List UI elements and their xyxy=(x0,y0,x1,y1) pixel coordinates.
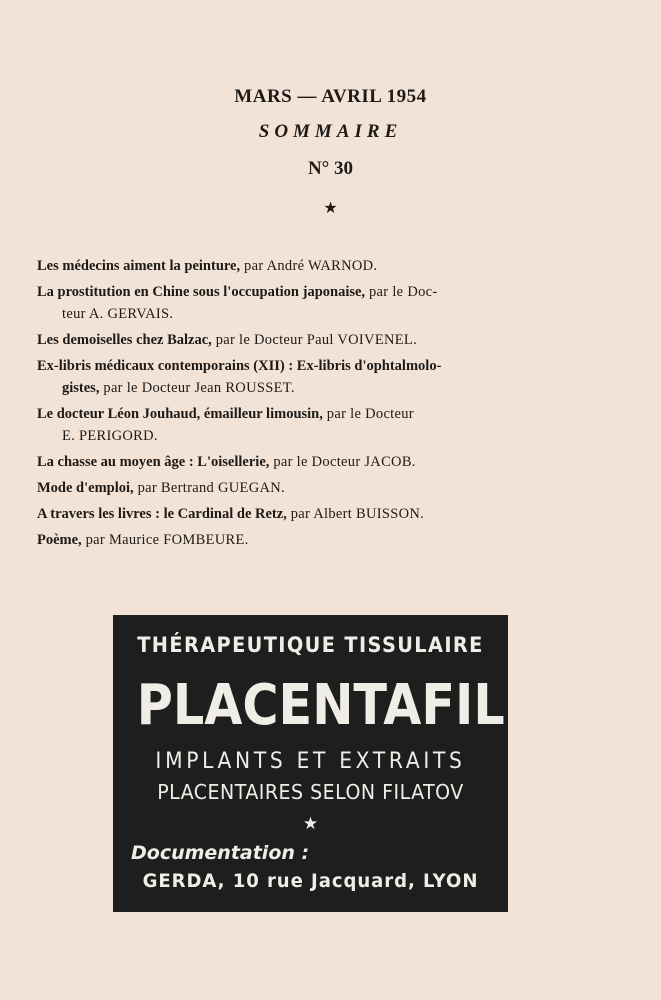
entry-title: Ex-libris médicaux contemporains (XII) : Ex-libris d'ophtalmolo- xyxy=(37,358,442,374)
entry-title: A travers les livres : le Cardinal de Retz, xyxy=(37,506,287,522)
entry-author: par le Doc- xyxy=(365,284,438,300)
toc-entry xyxy=(37,329,582,351)
entry-author: par Albert BUISSON. xyxy=(286,506,425,522)
issue-date: MARS — AVRIL 1954 xyxy=(234,86,427,107)
entry-author: par Maurice FOMBEURE. xyxy=(81,532,249,548)
ad-product-line: IMPLANTS ET EXTRAITS xyxy=(155,749,466,774)
entry-author: par André WARNOD. xyxy=(240,258,378,274)
contents-heading: SOMMAIRE xyxy=(258,121,403,142)
entry-title-continued: gistes, xyxy=(62,380,100,396)
toc-entry xyxy=(37,355,582,399)
toc-entry xyxy=(37,255,582,277)
toc-entry xyxy=(37,477,582,499)
entry-title: Les demoiselles chez Balzac, xyxy=(37,332,212,348)
entry-title: La chasse au moyen âge : L'oisellerie, xyxy=(37,454,270,470)
toc-entry xyxy=(37,281,582,325)
toc-entry xyxy=(37,529,582,551)
toc-entry xyxy=(37,451,582,473)
entry-continuation xyxy=(37,377,582,399)
entry-author: par le Docteur xyxy=(322,406,414,422)
entry-author: par le Docteur Paul VOIVENEL. xyxy=(211,332,417,348)
ad-tagline: THÉRAPEUTIQUE TISSULAIRE xyxy=(137,633,484,657)
entry-title: Poème, xyxy=(37,532,82,548)
ad-documentation-label: Documentation : xyxy=(131,842,310,864)
entry-author-continued: teur A. GERVAIS. xyxy=(62,306,174,322)
ad-address: GERDA, 10 rue Jacquard, LYON xyxy=(142,870,479,892)
toc-entry xyxy=(37,403,582,447)
toc-entry xyxy=(37,503,582,525)
star-icon: ★ xyxy=(302,814,319,834)
entry-title: Les médecins aiment la peinture, xyxy=(37,258,241,274)
entry-author: par Bertrand GUEGAN. xyxy=(133,480,285,496)
advertisement-box xyxy=(113,615,508,912)
issue-number: N° 30 xyxy=(307,158,354,179)
entry-title: Le docteur Léon Jouhaud, émailleur limousin, xyxy=(37,406,323,422)
entry-author: par le Docteur JACOB. xyxy=(269,454,416,470)
ad-product-description: PLACENTAIRES SELON FILATOV xyxy=(157,780,464,804)
ad-brand-name: PLACENTAFIL xyxy=(136,673,505,738)
entry-title: Mode d'emploi, xyxy=(37,480,134,496)
table-of-contents xyxy=(37,255,582,555)
star-icon: ★ xyxy=(323,200,338,217)
entry-author: par le Docteur Jean ROUSSET. xyxy=(99,380,295,396)
entry-author-continued: E. PERIGORD. xyxy=(62,428,158,444)
entry-title: La prostitution en Chine sous l'occupation japonaise, xyxy=(37,284,366,300)
